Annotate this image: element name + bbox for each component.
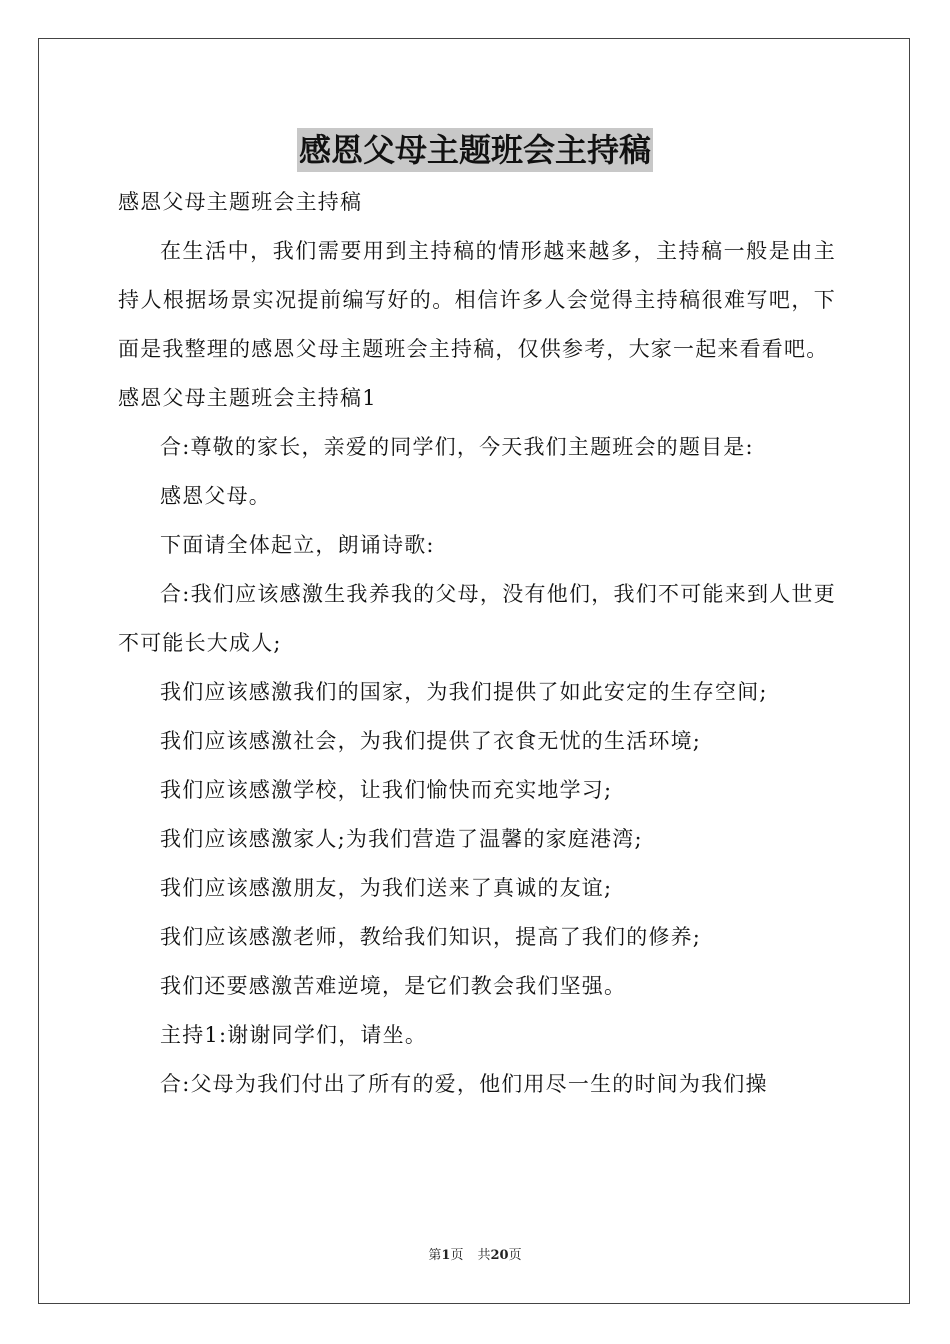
footer-total-prefix: 共 xyxy=(477,1248,491,1263)
paragraph: 下面请全体起立，朗诵诗歌: xyxy=(160,533,435,557)
paragraph: 感恩父母。 xyxy=(160,484,271,508)
paragraph: 我们还要感激苦难逆境，是它们教会我们坚强。 xyxy=(160,974,627,998)
footer-page-number: 1 xyxy=(441,1248,451,1263)
page-footer xyxy=(0,1246,950,1266)
document-body xyxy=(118,178,836,1109)
paragraph: 我们应该感激朋友，为我们送来了真诚的友谊; xyxy=(160,876,613,900)
footer-total-pages: 20 xyxy=(490,1248,509,1263)
paragraph: 在生活中，我们需要用到主持稿的情形越来越多，主持稿一般是由主持人根据场景实况提前编写好的。相信许多人会觉得主持稿很难写吧，下面是我整理的感恩父母主题班会主持稿，仅供参考，大家一起来看看吧。 xyxy=(118,239,836,361)
footer-page-suffix: 页 xyxy=(450,1248,464,1263)
title-container xyxy=(0,128,950,172)
document-title: 感恩父母主题班会主持稿 xyxy=(297,128,653,172)
paragraph: 我们应该感激家人;为我们营造了温馨的家庭港湾; xyxy=(160,827,643,851)
paragraph: 感恩父母主题班会主持稿 xyxy=(118,190,363,214)
paragraph: 合:尊敬的家长，亲爱的同学们，今天我们主题班会的题目是: xyxy=(160,435,754,459)
paragraph: 合:我们应该感激生我养我的父母，没有他们，我们不可能来到人世更不可能长大成人; xyxy=(118,582,836,655)
paragraph: 我们应该感激社会，为我们提供了衣食无忧的生活环境; xyxy=(160,729,702,753)
footer-total-suffix: 页 xyxy=(508,1248,522,1263)
paragraph: 我们应该感激我们的国家，为我们提供了如此安定的生存空间; xyxy=(160,680,768,704)
paragraph: 主持1:谢谢同学们，请坐。 xyxy=(160,1023,428,1047)
paragraph: 我们应该感激老师，教给我们知识，提高了我们的修养; xyxy=(160,925,702,949)
paragraph: 合:父母为我们付出了所有的爱，他们用尽一生的时间为我们操 xyxy=(160,1072,768,1096)
footer-page-prefix: 第 xyxy=(428,1248,442,1263)
paragraph: 感恩父母主题班会主持稿1 xyxy=(118,386,377,410)
paragraph: 我们应该感激学校，让我们愉快而充实地学习; xyxy=(160,778,613,802)
